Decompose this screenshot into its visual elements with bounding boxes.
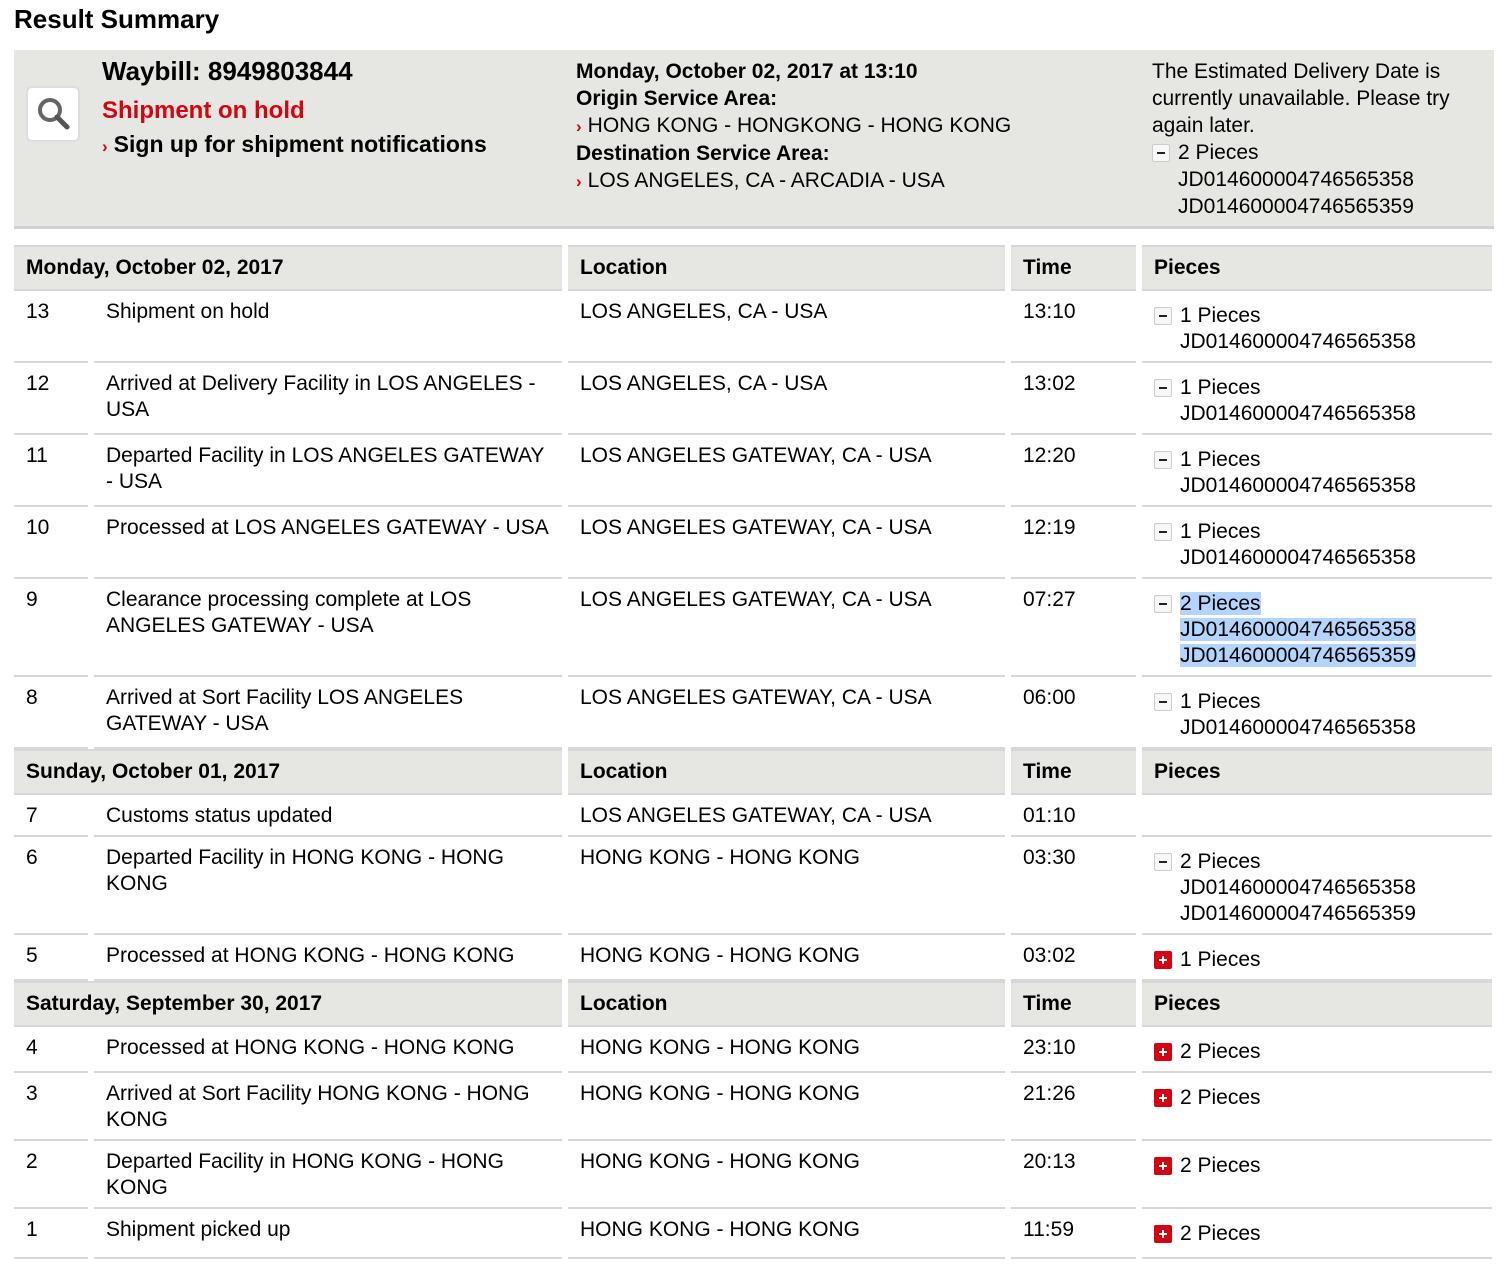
piece-id: JD014600004746565358 [1180,474,1416,497]
event-location: HONG KONG - HONG KONG [568,1209,1005,1259]
event-number: 8 [14,677,88,749]
time-header: Time [1011,245,1136,291]
event-location: LOS ANGELES GATEWAY, CA - USA [568,435,1005,507]
destination-area: › LOS ANGELES, CA - ARCADIA - USA [576,169,945,192]
event-number: 6 [14,837,88,935]
event-time: 03:02 [1011,935,1136,981]
expand-toggle-icon[interactable] [1154,1043,1172,1061]
collapse-toggle-icon[interactable] [1154,451,1172,469]
event-location: HONG KONG - HONG KONG [568,1027,1005,1073]
pieces-count: 2 Pieces [1180,850,1261,873]
event-time: 12:19 [1011,507,1136,579]
collapse-toggle-icon[interactable] [1152,144,1170,162]
pieces-count: 1 Pieces [1180,690,1261,713]
event-location: LOS ANGELES GATEWAY, CA - USA [568,677,1005,749]
event-time: 12:20 [1011,435,1136,507]
event-number: 10 [14,507,88,579]
page-title: Result Summary [14,4,220,34]
destination-label: Destination Service Area: [576,142,830,165]
piece-id: JD014600004746565358 [1180,876,1416,899]
piece-id: JD014600004746565358 [1180,716,1416,739]
expand-toggle-icon[interactable] [1154,1225,1172,1243]
event-pieces [1142,1027,1492,1073]
collapse-toggle-icon[interactable] [1154,523,1172,541]
event-description: Shipment picked up [94,1209,562,1259]
pieces-count: 1 Pieces [1180,304,1261,327]
pieces-count: 2 Pieces [1180,1040,1261,1063]
event-pieces [1142,1073,1492,1141]
event-description: Departed Facility in HONG KONG - HONG KONG [94,1141,562,1209]
pieces-header: Pieces [1142,981,1492,1027]
signup-notifications-link[interactable] [102,131,487,158]
event-description: Arrived at Sort Facility HONG KONG - HONG KONG [94,1073,562,1141]
event-location: LOS ANGELES GATEWAY, CA - USA [568,579,1005,677]
event-pieces [1142,507,1492,579]
table-row [14,935,1492,981]
event-location: HONG KONG - HONG KONG [568,1073,1005,1141]
piece-id: JD014600004746565358 [1180,330,1416,353]
expand-toggle-icon[interactable] [1154,951,1172,969]
search-magnifier-icon [26,86,80,142]
piece-id: JD014600004746565358 [1180,546,1416,569]
pieces-header: Pieces [1142,749,1492,795]
event-description: Departed Facility in LOS ANGELES GATEWAY - USA [94,435,562,507]
summary-pieces: 2 Pieces [1152,139,1482,166]
day-header-row [14,749,1492,795]
pieces-count: 2 Pieces [1180,1086,1261,1109]
time-header: Time [1011,981,1136,1027]
event-location: HONG KONG - HONG KONG [568,1141,1005,1209]
summary-piece-id: JD014600004746565358 [1178,168,1414,191]
piece-id: JD014600004746565358 [1180,402,1416,425]
event-number: 2 [14,1141,88,1209]
event-number: 5 [14,935,88,981]
event-location: LOS ANGELES, CA - USA [568,291,1005,363]
piece-id: JD014600004746565358 [1180,618,1416,641]
event-pieces [1142,1209,1492,1259]
event-number: 1 [14,1209,88,1259]
event-location: LOS ANGELES GATEWAY, CA - USA [568,507,1005,579]
event-description: Departed Facility in HONG KONG - HONG KONG [94,837,562,935]
signup-label: Sign up for shipment notifications [113,131,487,157]
event-description: Arrived at Delivery Facility in LOS ANGELES - USA [94,363,562,435]
pieces-count: 2 Pieces [1180,1154,1261,1177]
event-time: 23:10 [1011,1027,1136,1073]
event-time: 06:00 [1011,677,1136,749]
event-description: Processed at HONG KONG - HONG KONG [94,1027,562,1073]
table-row [14,1141,1492,1209]
event-number: 3 [14,1073,88,1141]
pieces-count: 1 Pieces [1180,520,1261,543]
table-row [14,795,1492,837]
expand-toggle-icon[interactable] [1154,1089,1172,1107]
event-pieces [1142,677,1492,749]
event-description: Processed at LOS ANGELES GATEWAY - USA [94,507,562,579]
event-description: Shipment on hold [94,291,562,363]
chevron-right-icon: › [576,117,582,136]
table-row [14,1209,1492,1259]
event-pieces [1142,579,1492,677]
location-header: Location [568,981,1005,1027]
collapse-toggle-icon[interactable] [1154,595,1172,613]
tracking-history-table [8,245,1498,1259]
pieces-count: 2 Pieces [1180,1222,1261,1245]
table-row [14,579,1492,677]
pieces-count: 1 Pieces [1180,948,1261,971]
expand-toggle-icon[interactable] [1154,1157,1172,1175]
result-summary-panel [14,50,1494,229]
last-update-datetime: Monday, October 02, 2017 at 13:10 [576,60,918,83]
event-number: 9 [14,579,88,677]
event-number: 11 [14,435,88,507]
event-number: 12 [14,363,88,435]
event-description: Arrived at Sort Facility LOS ANGELES GATEWAY - USA [94,677,562,749]
event-time: 20:13 [1011,1141,1136,1209]
table-row [14,837,1492,935]
pieces-count: 1 Pieces [1180,376,1261,399]
table-row [14,363,1492,435]
event-pieces [1142,837,1492,935]
waybill-number: Waybill: 8949803844 [102,56,353,86]
pieces-header: Pieces [1142,245,1492,291]
chevron-right-icon: › [102,137,108,156]
collapse-toggle-icon[interactable] [1154,379,1172,397]
origin-label: Origin Service Area: [576,87,778,110]
table-row [14,291,1492,363]
origin-area: › HONG KONG - HONGKONG - HONG KONG [576,114,1012,137]
event-number: 4 [14,1027,88,1073]
event-time: 07:27 [1011,579,1136,677]
day-header-row [14,981,1492,1027]
event-time: 13:10 [1011,291,1136,363]
chevron-right-icon: › [576,172,582,191]
collapse-toggle-icon[interactable] [1154,853,1172,871]
pieces-count: 2 Pieces [1180,592,1261,615]
event-description: Processed at HONG KONG - HONG KONG [94,935,562,981]
piece-id: JD014600004746565359 [1180,902,1416,925]
day-date: Monday, October 02, 2017 [14,245,562,291]
collapse-toggle-icon[interactable] [1154,693,1172,711]
event-location: LOS ANGELES, CA - USA [568,363,1005,435]
summary-piece-id: JD014600004746565359 [1178,195,1414,218]
day-date: Sunday, October 01, 2017 [14,749,562,795]
event-location: LOS ANGELES GATEWAY, CA - USA [568,795,1005,837]
event-location: HONG KONG - HONG KONG [568,935,1005,981]
day-header-row [14,245,1492,291]
event-number: 7 [14,795,88,837]
event-time: 13:02 [1011,363,1136,435]
event-pieces [1142,363,1492,435]
event-location: HONG KONG - HONG KONG [568,837,1005,935]
event-pieces [1142,795,1492,837]
table-row [14,1027,1492,1073]
event-pieces [1142,1141,1492,1209]
event-description: Clearance processing complete at LOS ANGELES GATEWAY - USA [94,579,562,677]
event-time: 11:59 [1011,1209,1136,1259]
shipment-status: Shipment on hold [102,97,305,124]
event-pieces [1142,435,1492,507]
pieces-count: 1 Pieces [1180,448,1261,471]
location-header: Location [568,749,1005,795]
table-row [14,435,1492,507]
event-time: 01:10 [1011,795,1136,837]
table-row [14,1073,1492,1141]
event-description: Customs status updated [94,795,562,837]
piece-id: JD014600004746565359 [1180,644,1416,667]
table-row [14,507,1492,579]
time-header: Time [1011,749,1136,795]
event-time: 21:26 [1011,1073,1136,1141]
event-pieces [1142,935,1492,981]
day-date: Saturday, September 30, 2017 [14,981,562,1027]
event-time: 03:30 [1011,837,1136,935]
location-header: Location [568,245,1005,291]
table-row [14,677,1492,749]
collapse-toggle-icon[interactable] [1154,307,1172,325]
event-pieces [1142,291,1492,363]
estimated-delivery-note: The Estimated Delivery Date is currently unavailable. Please try again later. [1152,60,1450,137]
event-number: 13 [14,291,88,363]
